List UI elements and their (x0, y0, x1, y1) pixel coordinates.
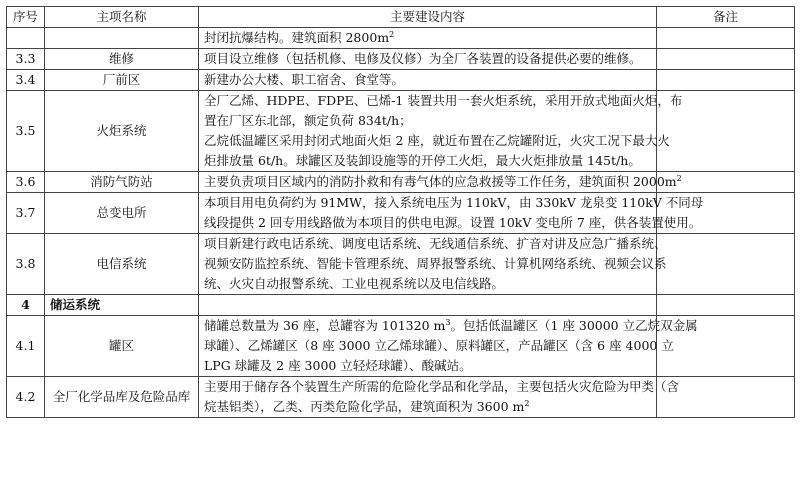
row-remark (657, 49, 795, 70)
content-line: 主要负责项目区域内的消防扑救和有毒气体的应急救援等工作任务，建筑面积 $2000m^2$ (204, 173, 682, 189)
content-line: 主要用于储存各个装置生产所需的危险化学品和化学品，主要包括火灾危险为甲类（含 (204, 379, 680, 394)
header-content: 主要建设内容 (199, 7, 657, 28)
row-content (199, 234, 667, 295)
table-row (7, 49, 795, 70)
row-remark (657, 234, 795, 295)
table-body (7, 28, 795, 418)
content-line: 项目新建行政电话系统、调度电话系统、无线通信系统、扩音对讲及应急广播系统、 (204, 236, 667, 251)
row-number: 3.7 (7, 193, 45, 234)
row-content (199, 193, 704, 234)
row-number: 3.3 (7, 49, 45, 70)
row-remark (657, 28, 795, 49)
row-number: 3.5 (7, 91, 45, 172)
row-number: 4 (7, 295, 45, 316)
content-line: 乙烷低温罐区采用封闭式地面火炬 2 座，就近布置在乙烷罐附近，火灾工况下最大火 (204, 133, 670, 148)
header-name: 主项名称 (45, 7, 199, 28)
content-line: 项目设立维修（包括机修、电修及仪修）为全厂各装置的设备提供必要的维修。 (204, 51, 642, 66)
row-content (199, 316, 698, 377)
content-line: 球罐）、乙烯罐区（8 座 3000 立乙烯球罐）、原料罐区，产品罐区（含 6 座 4000 立 (204, 338, 674, 353)
content-line: 封闭抗爆结构。建筑面积 $2800m^2$ (204, 29, 395, 45)
content-line: 本项目用电负荷约为 91MW，接入系统电压为 110kV，由 330kV 龙泉变 110kV 不同母 (204, 195, 704, 210)
header-remark: 备注 (657, 7, 795, 28)
row-content (199, 28, 657, 49)
row-item-name: 全厂化学品库及危险品库 (45, 377, 199, 418)
row-item-name: 火炬系统 (45, 91, 199, 172)
row-item-name: 电信系统 (45, 234, 199, 295)
document-page (6, 6, 794, 476)
table-row (7, 295, 795, 316)
table-row (7, 70, 795, 91)
row-item-name: 总变电所 (45, 193, 199, 234)
table-row (7, 234, 795, 295)
row-item-name (45, 28, 199, 49)
table-row (7, 193, 795, 234)
project-table (6, 6, 795, 418)
row-item-name: 罐区 (45, 316, 199, 377)
content-line: 烷基铝类），乙类、丙类危险化学品，建筑面积为 3600 $m^2$ (204, 398, 530, 414)
row-item-name: 储运系统 (45, 295, 199, 316)
row-content (199, 49, 657, 70)
row-remark (657, 295, 795, 316)
content-line: 置在厂区东北部，额定负荷 834t/h； (204, 113, 412, 128)
row-item-name: 厂前区 (45, 70, 199, 91)
row-content (199, 377, 680, 418)
table-row (7, 316, 795, 377)
table-row (7, 91, 795, 172)
row-number: 3.8 (7, 234, 45, 295)
row-number: 4.1 (7, 316, 45, 377)
row-number: 4.2 (7, 377, 45, 418)
row-content (199, 295, 657, 316)
table-row (7, 377, 795, 418)
content-line: 线段提供 2 回专用线路做为本项目的供电电源。设置 10kV 变电所 7 座，供各装置使用。 (204, 215, 702, 230)
content-line: 视频安防监控系统、智能卡管理系统、周界报警系统、计算机网络系统、视频会议系 (204, 256, 667, 271)
row-content (199, 91, 683, 172)
header-no: 序号 (7, 7, 45, 28)
content-line: 全厂乙烯、HDPE、FDPE、已烯-1 装置共用一套火炬系统，采用开放式地面火炬，布 (204, 93, 683, 108)
content-line: LPG 球罐及 2 座 3000 立轻烃球罐）、酸碱站。 (204, 358, 472, 373)
row-item-name: 维修 (45, 49, 199, 70)
content-line: 新建办公大楼、职工宿舍、食堂等。 (204, 72, 405, 87)
content-line: 统、火灾自动报警系统、工业电视系统以及电信线路。 (204, 276, 505, 291)
row-remark (657, 70, 795, 91)
row-content (199, 70, 657, 91)
row-number (7, 28, 45, 49)
row-number: 3.4 (7, 70, 45, 91)
content-line: 储罐总数量为 36 座，总罐容为 101320 $m^3$。包括低温罐区（1 座 30000 立乙烷双金属 (204, 317, 698, 333)
row-item-name: 消防气防站 (45, 172, 199, 193)
row-number: 3.6 (7, 172, 45, 193)
content-line: 炬排放量 6t/h。球罐区及装卸设施等的开停工火炬，最大火炬排放量 145t/h。 (204, 153, 641, 168)
row-content (199, 172, 682, 193)
table-row (7, 28, 795, 49)
table-row (7, 172, 795, 193)
table-header-row (7, 7, 795, 28)
